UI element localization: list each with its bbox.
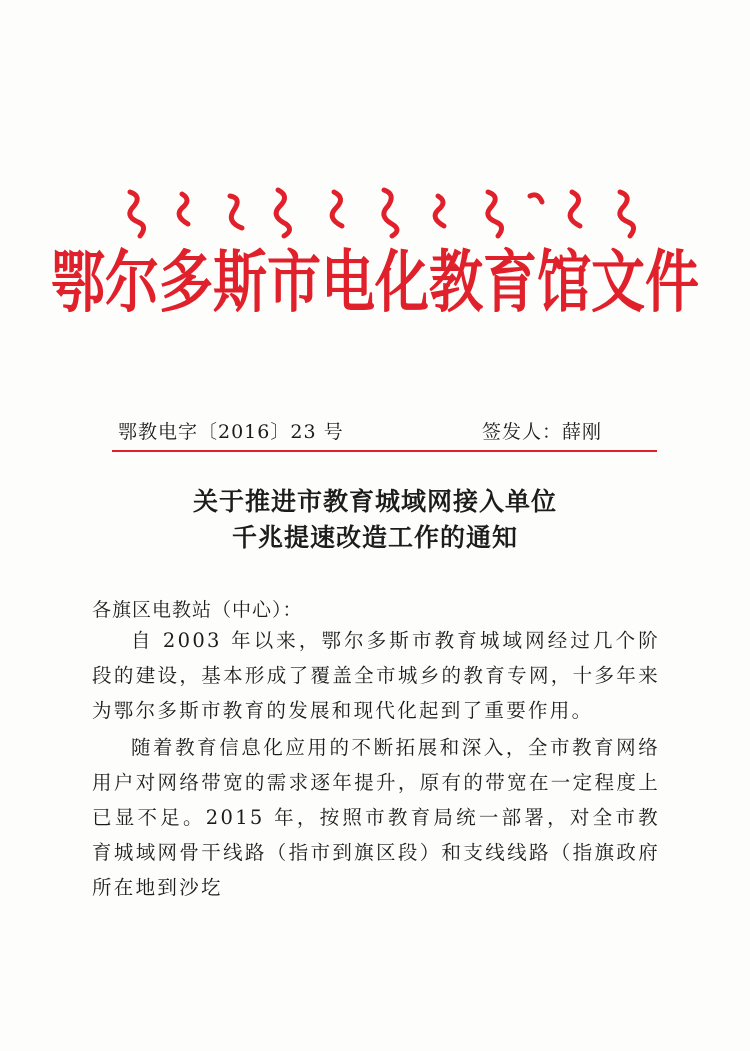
paragraph-1: 自 2003 年以来，鄂尔多斯市教育城域网经过几个阶段的建设，基本形成了覆盖全市城乡的教育专网，十多年来为鄂尔多斯市教育的发展和现代化起到了重要作用。 bbox=[92, 629, 660, 722]
document-number: 鄂教电字〔2016〕23 号 bbox=[118, 421, 344, 443]
notice-title-line-1: 关于推进市教育城域网接入单位 bbox=[192, 487, 557, 516]
signer: 签发人：薛刚 bbox=[482, 421, 603, 443]
notice-title bbox=[0, 484, 750, 556]
red-divider-line bbox=[112, 450, 657, 452]
salutation: 各旗区电教站（中心）： bbox=[92, 599, 303, 621]
document-banner-title: 鄂尔多斯市电化教育馆文件 bbox=[51, 243, 699, 322]
mongolian-script-line bbox=[120, 182, 640, 242]
notice-title-line-2: 千兆提速改造工作的通知 bbox=[231, 523, 518, 552]
body-text bbox=[92, 623, 660, 907]
paragraph-2: 随着教育信息化应用的不断拓展和深入，全市教育网络用户对网络带宽的需求逐年提升，原有的带宽在一定程度上已显不足。2015 年，按照市教育局统一部署，对全市教育城域网骨干线路（指市到旗区段）和支线线路（指旗政府所在地到沙圪 bbox=[92, 736, 660, 899]
